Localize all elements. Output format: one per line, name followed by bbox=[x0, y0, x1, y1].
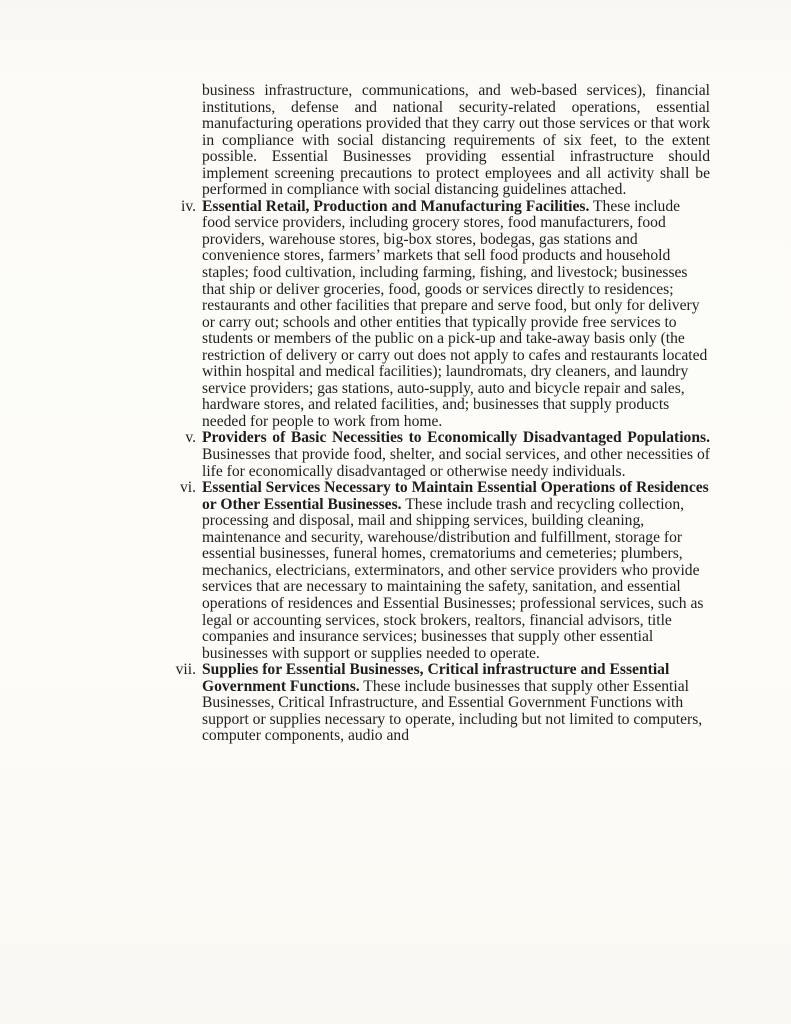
item-heading: Supplies for Essential Businesses, Critical infrastructure and Essential Government Functions. bbox=[202, 661, 670, 695]
item-text bbox=[202, 199, 710, 431]
item-numeral: vi. bbox=[179, 479, 196, 497]
item-body: Businesses that provide food, shelter, and social services, and other necessities of life for economically disadvantaged or otherwise needy individuals. bbox=[202, 446, 710, 480]
item-body: These include food service providers, including grocery stores, food manufacturers, food providers, warehouse stores, big-box stores, bodegas, gas stations and convenience stores, farmers’ markets that sell food products and household staples; food cultivation, including farming, fishing, and livestock; businesses that ship or deliver groceries, food, goods or services directly to residences; restaurants and other facilities that prepare and serve food, but only for delivery or carry out; schools and other entities that typically provide free services to students or members of the public on a pick-up and take-away basis only (the restriction of delivery or carry out does not apply to cafes and restaurants located within hospital and medical facilities); laundromats, dry cleaners, and laundry service providers; gas stations, auto-supply, auto and bicycle repair and sales, hardware stores, and related facilities, and; businesses that supply products needed for people to work from home. bbox=[202, 197, 708, 430]
item-text bbox=[202, 662, 710, 745]
list-item-vii bbox=[175, 661, 710, 745]
continuation-paragraph: business infrastructure, communications, and web-based services), financial institutions, defense and national security-related operations, essential manufacturing operations provided that they carry out those services or that work in compliance with social distancing requirements of six feet, to the extent possible. Essential Businesses providing essential infrastructure should implement screening precautions to protect employees and all activity shall be performed in compliance with social distancing guidelines attached. bbox=[202, 82, 710, 199]
item-heading: Essential Retail, Production and Manufacturing Facilities. bbox=[202, 197, 590, 215]
list-item-vi bbox=[179, 479, 710, 662]
item-numeral: iv. bbox=[180, 197, 196, 215]
list-item-iv bbox=[180, 197, 710, 431]
document-body bbox=[175, 82, 710, 745]
item-heading: Providers of Basic Necessities to Economically Disadvantaged Populations. bbox=[202, 429, 710, 447]
item-heading: Essential Services Necessary to Maintain Essential Operations of Residences or Other Essential Businesses. bbox=[202, 479, 709, 513]
item-numeral: v. bbox=[185, 429, 196, 447]
list-item-v bbox=[185, 429, 710, 480]
item-text bbox=[202, 480, 710, 662]
item-text bbox=[202, 430, 710, 480]
item-numeral: vii. bbox=[175, 661, 196, 679]
item-body: These include trash and recycling collection, processing and disposal, mail and shipping services, building cleaning, maintenance and security, warehouse/distribution and fulfillment, storage for essential businesses, funeral homes, crematoriums and cemeteries; plumbers, mechanics, electricians, exterminators, and other service providers who provide services that are necessary to maintaining the safety, sanitation, and essential operations of residences and Essential Businesses; professional services, such as legal or accounting services, stock brokers, realtors, financial advisors, title companies and insurance services; businesses that supply other essential businesses with support or supplies needed to operate. bbox=[202, 495, 704, 662]
item-body: These include businesses that supply other Essential Businesses, Critical Infrastructure, and Essential Government Functions with support or supplies necessary to operate, including but not limited to computers, computer components, audio and bbox=[202, 677, 703, 745]
